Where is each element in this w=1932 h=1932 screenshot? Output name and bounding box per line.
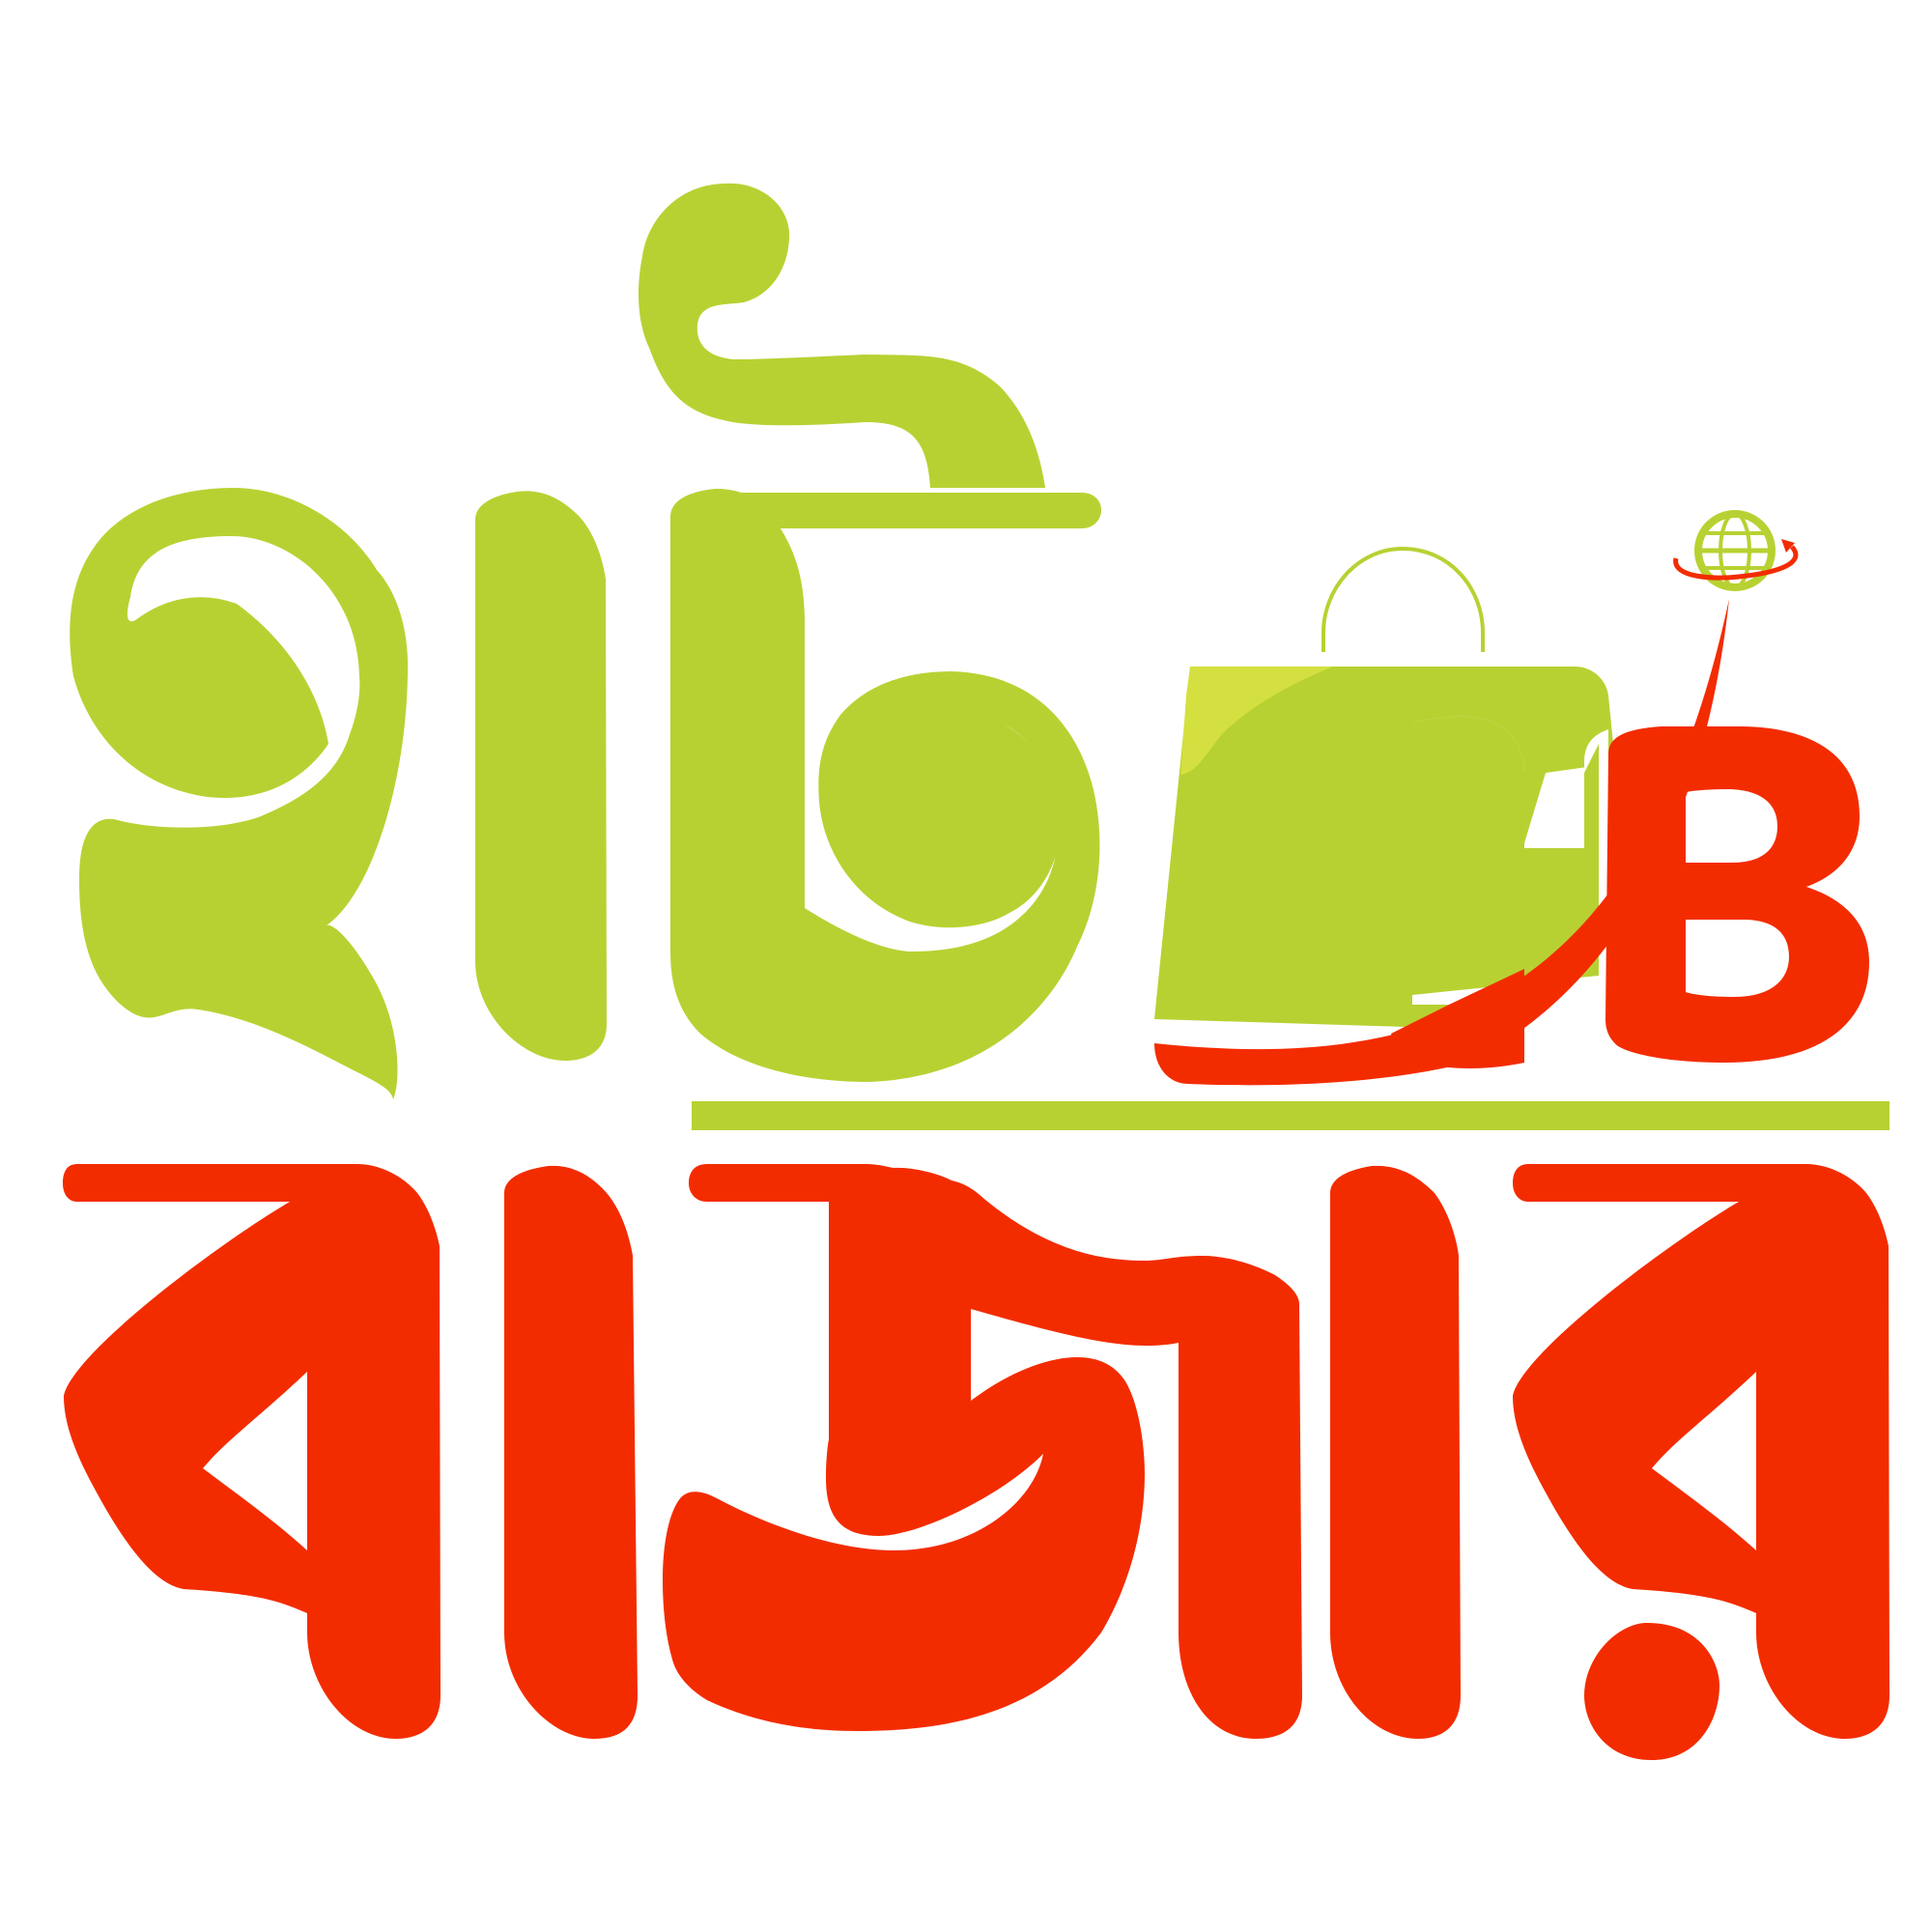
separator-bar [692,1101,1889,1130]
glyph-aa-stem-2 [504,1166,638,1739]
bag-handle [1323,549,1483,652]
glyph-b [1605,726,1869,1063]
glyph-aa-stem-3 [1330,1166,1461,1739]
logo-line-1 [70,184,1869,1099]
glyph-i-body [670,489,1099,1082]
glyph-aa-stem-1 [475,491,607,1061]
glyph-ja [663,1164,1302,1739]
glyph-ra-dot [1584,1623,1719,1760]
logo-line-2 [63,1164,1889,1760]
globe-icon [1676,514,1796,587]
glyph-ba-1 [63,1164,440,1739]
glyph-ra-loop [70,488,408,1099]
glyph-i-top-curl [639,184,1045,488]
